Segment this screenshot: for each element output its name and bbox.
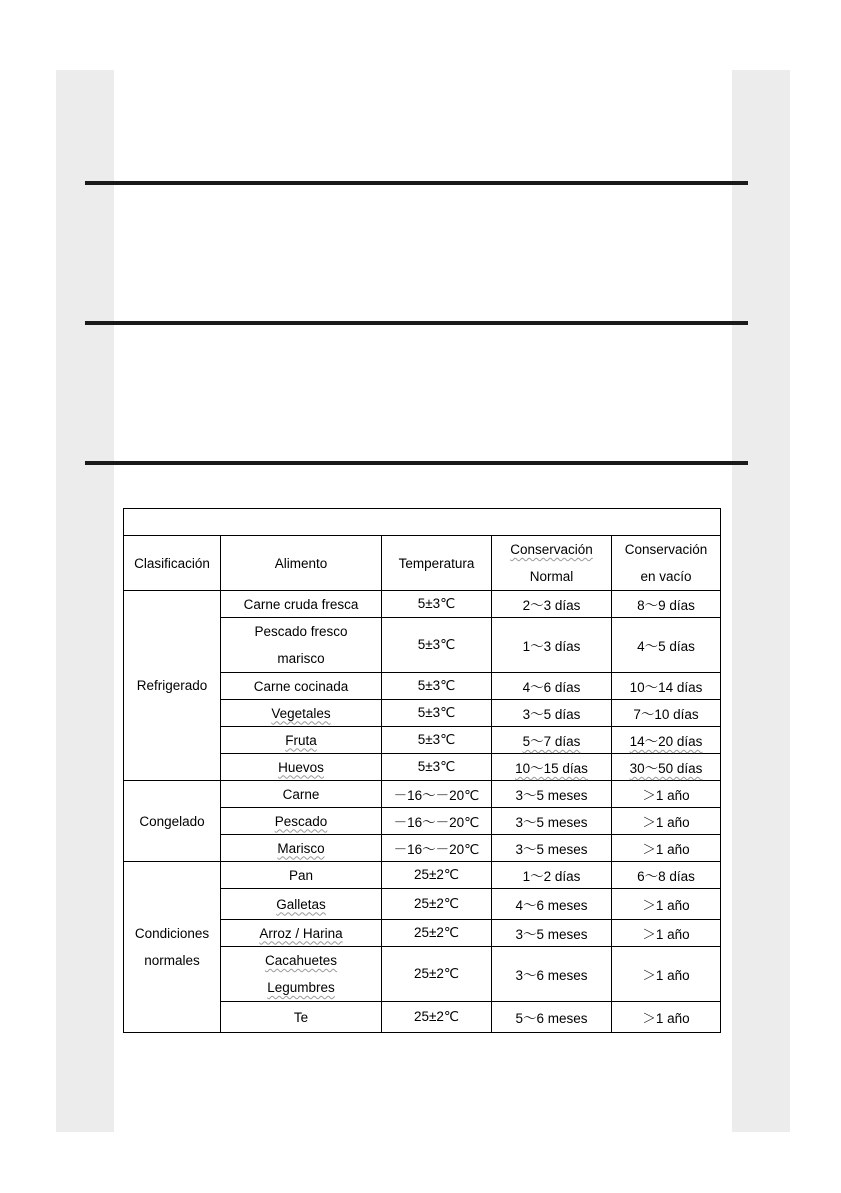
- cell-normal: 10～15 días: [492, 754, 612, 781]
- cell-temperatura: 25±2℃: [382, 1002, 492, 1033]
- cell-temperatura: 25±2℃: [382, 947, 492, 1002]
- cell-vacio: ＞1 año: [612, 889, 721, 920]
- cell-temperatura: 5±3℃: [382, 618, 492, 673]
- cell-temperatura: 5±3℃: [382, 591, 492, 618]
- cell-normal: 3～5 días: [492, 700, 612, 727]
- cell-alimento: Cacahuetes Legumbres: [221, 947, 382, 1002]
- cell-alimento: Galletas: [221, 889, 382, 920]
- cell-normal: 4～6 meses: [492, 889, 612, 920]
- cell-temperatura: －16～－20℃: [382, 781, 492, 808]
- cell-temperatura: －16～－20℃: [382, 835, 492, 862]
- left-margin-band: [56, 70, 114, 1132]
- cell-normal: 5～6 meses: [492, 1002, 612, 1033]
- food-storage-table: [123, 508, 721, 1033]
- cell-normal: 3～5 meses: [492, 781, 612, 808]
- cell-temperatura: 5±3℃: [382, 754, 492, 781]
- cell-normal: 3～5 meses: [492, 808, 612, 835]
- cell-temperatura: 25±2℃: [382, 920, 492, 947]
- group-refrigerado: Refrigerado: [124, 591, 221, 781]
- cell-vacio: 30～50 días: [612, 754, 721, 781]
- table-row: [124, 591, 721, 618]
- cell-alimento: Huevos: [221, 754, 382, 781]
- cell-normal: 1～2 días: [492, 862, 612, 889]
- cell-alimento: Pan: [221, 862, 382, 889]
- cell-vacio: ＞1 año: [612, 920, 721, 947]
- cell-normal: 4～6 días: [492, 673, 612, 700]
- cell-vacio: 14～20 días: [612, 727, 721, 754]
- group-congelado: Congelado: [124, 781, 221, 862]
- cell-normal: 1～3 días: [492, 618, 612, 673]
- divider-rule: [85, 461, 748, 465]
- cell-alimento: Carne cocinada: [221, 673, 382, 700]
- cell-alimento: Carne cruda fresca: [221, 591, 382, 618]
- header-temperatura: Temperatura: [382, 536, 492, 591]
- cell-normal: 3～5 meses: [492, 920, 612, 947]
- cell-temperatura: 5±3℃: [382, 673, 492, 700]
- cell-vacio: 4～5 días: [612, 618, 721, 673]
- cell-temperatura: 25±2℃: [382, 889, 492, 920]
- cell-vacio: 8～9 días: [612, 591, 721, 618]
- table-header-row: [124, 536, 721, 591]
- cell-temperatura: 5±3℃: [382, 700, 492, 727]
- cell-temperatura: －16～－20℃: [382, 808, 492, 835]
- header-conservacion-normal: Conservación Normal: [492, 536, 612, 591]
- cell-alimento: Arroz / Harina: [221, 920, 382, 947]
- cell-normal: 3～5 meses: [492, 835, 612, 862]
- table-caption: [124, 509, 721, 536]
- cell-vacio: 7～10 días: [612, 700, 721, 727]
- header-alimento: Alimento: [221, 536, 382, 591]
- cell-alimento: Te: [221, 1002, 382, 1033]
- cell-vacio: ＞1 año: [612, 947, 721, 1002]
- cell-vacio: ＞1 año: [612, 835, 721, 862]
- cell-alimento: Pescado: [221, 808, 382, 835]
- cell-temperatura: 25±2℃: [382, 862, 492, 889]
- table-row: [124, 862, 721, 889]
- table-row: [124, 781, 721, 808]
- cell-alimento: Pescado fresco marisco: [221, 618, 382, 673]
- cell-normal: 5～7 días: [492, 727, 612, 754]
- header-conservacion-vacio: Conservación en vacío: [612, 536, 721, 591]
- cell-alimento: Carne: [221, 781, 382, 808]
- group-condiciones-normales: Condiciones normales: [124, 862, 221, 1033]
- divider-rule: [85, 181, 748, 185]
- cell-normal: 2～3 días: [492, 591, 612, 618]
- cell-vacio: ＞1 año: [612, 1002, 721, 1033]
- cell-vacio: 6～8 días: [612, 862, 721, 889]
- cell-normal: 3～6 meses: [492, 947, 612, 1002]
- header-clasificacion: Clasificación: [124, 536, 221, 591]
- cell-vacio: ＞1 año: [612, 808, 721, 835]
- cell-vacio: 10～14 días: [612, 673, 721, 700]
- table-caption-row: [124, 509, 721, 536]
- cell-alimento: Marisco: [221, 835, 382, 862]
- cell-alimento: Vegetales: [221, 700, 382, 727]
- cell-alimento: Fruta: [221, 727, 382, 754]
- cell-temperatura: 5±3℃: [382, 727, 492, 754]
- right-margin-band: [732, 70, 790, 1132]
- cell-vacio: ＞1 año: [612, 781, 721, 808]
- divider-rule: [85, 321, 748, 325]
